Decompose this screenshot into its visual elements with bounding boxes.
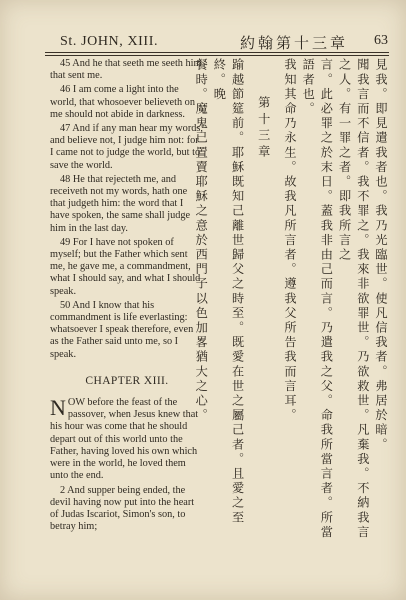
chapter-heading-english: CHAPTER XIII. [85, 374, 169, 387]
header-english-title: St. JOHN, XIII. [60, 34, 159, 49]
chinese-line-4: 我知其命乃永生。故我凡所言者。遵我父所告我而言耳。 [282, 58, 297, 423]
verse-49: 49 For I have not spoken of myself; but the Father which sent me, he gave me, a commandment, what I should say, and what I should speak. [50, 236, 201, 297]
english-column [50, 58, 204, 535]
chinese-line-2: 聞我言而不信者。我不罪之。我來非欲罪世。乃欲救世。凡棄我。不納我言之人。有一罪之者。即我所言之 [337, 58, 370, 540]
chinese-line-1: 見我。即見遣我者也。我乃光臨世。使凡信我者。弗居於暗。 [374, 58, 388, 453]
chinese-line-6: 餐時。魔鬼已置賣耶穌之意於西門子以色加畧猶大之心。 [194, 58, 209, 423]
verse-1 [50, 397, 204, 482]
chapter-heading-chinese: 第十三章 [256, 96, 271, 161]
verse-45: 45 And he that seeth me seeth him that sent me. [50, 58, 202, 82]
verse-48: 48 He that rejecteth me, and receiveth not my words, hath one that judgeth him: the word that I have spoken, the same shall judge him in the last day. [50, 173, 191, 234]
verse-2: 2 And supper being ended, the devil having now put into the heart of Judas Iscariot, Simon's son, to betray him; [50, 484, 195, 533]
verse-47: 47 And if any man hear my words, and believe not, I judge him not: for I came not to judge the world, but to save the world. [50, 123, 203, 171]
verse-46: 46 I am come a light into the world, that whosoever believeth on me should not abide in darkness. [50, 84, 195, 120]
header-chinese-title: 約翰第十三章 [239, 34, 348, 52]
verse-1-text: OW before the feast of the passover, when Jesus knew that his hour was come that he should depart out of this world unto the Father, having loved his own which were in the world, he loved them unto the end. [50, 397, 199, 482]
chinese-line-3: 言。此必罪之於末日。蓋我非由己而言。乃遣我之父。命我所當言者。所當語者也。 [301, 58, 334, 540]
header-rule [45, 52, 389, 53]
page-number: 63 [374, 33, 388, 48]
chinese-column [194, 58, 390, 548]
header-rule-double [45, 55, 389, 56]
chinese-line-5: 踰越節筵前。耶穌既知己離世歸父之時至。既愛在世之屬己者。且愛之至終。晚 [212, 58, 245, 526]
drop-cap: N [50, 395, 66, 421]
verse-50: 50 And I know that his commandment is life everlasting: whatsoever I speak therefore, even as the Father said unto me, so I speak. [50, 299, 194, 360]
